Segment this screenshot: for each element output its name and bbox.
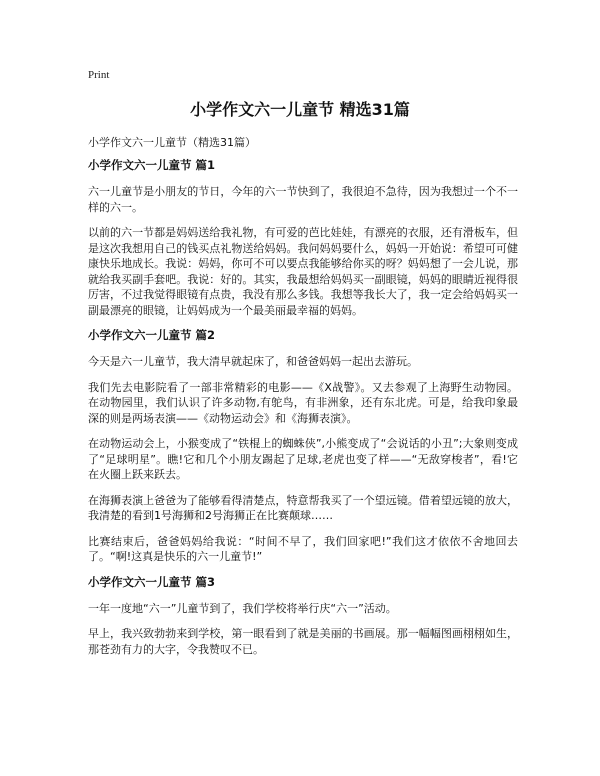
section-heading: 小学作文六一儿童节 篇3: [88, 574, 216, 589]
section-heading: 小学作文六一儿童节 篇2: [88, 328, 216, 342]
essay-section-2: [88, 328, 518, 565]
paragraph: 一年一度地“六一”儿童节到了，我们学校将举行庆“六一”活动。: [88, 601, 397, 615]
paragraph: 今天是六一儿童节，我大清早就起床了，和爸爸妈妈一起出去游玩。: [88, 355, 418, 368]
section-heading: 小学作文六一儿童节 篇1: [88, 158, 216, 172]
essay-section-1: [88, 158, 518, 318]
document-title: 小学作文六一儿童节 精选31篇: [190, 100, 410, 119]
print-label: Print: [88, 69, 110, 81]
paragraph: 我们先去电影院看了一部非常精彩的电影——《X战警》。又去参观了上海野生动物园。在动物园里，我们认识了许多动物,有鸵鸟，有非洲象，还有东北虎。可是，给我印象最深的则是两场表演——《动物运动会》和《海狮表演》。: [88, 380, 518, 425]
paragraph: 以前的六一节都是妈妈送给我礼物，有可爱的芭比娃娃，有漂亮的衣服，还有滑板车，但是这次我想用自己的钱买点礼物送给妈妈。我问妈妈要什么，妈妈一开始说：希望可可健康快乐地成长。我说：妈妈，你可不可以要点我能够给你买的呀？妈妈想了一会儿说，那就给我买副手套吧。我说：好的。其实，我最想给妈妈买一副眼镜，妈妈的眼睛近视得很厉害，不过我觉得眼镜有点贵，我没有那么多钱。我想等我长大了，我一定会给妈妈买一副最漂亮的眼镜，让妈妈成为一个最美丽最幸福的妈妈。: [88, 226, 518, 317]
paragraph: 六一儿童节是小朋友的节日，今年的六一节快到了，我很迫不急待，因为我想过一个不一样的六一。: [88, 185, 518, 214]
essay-section-3: [88, 575, 518, 658]
document-subtitle: 小学作文六一儿童节（精选31篇）: [88, 136, 256, 149]
article-body: [88, 158, 518, 667]
paragraph: 早上，我兴致勃勃来到学校，第一眼看到了就是美丽的书画展。那一幅幅图画栩栩如生，那苍劲有力的大字，令我赞叹不已。: [88, 627, 518, 656]
paragraph: 在海狮表演上爸爸为了能够看得清楚点，特意帮我买了一个望远镜。借着望远镜的放大，我清楚的看到1号海狮和2号海狮正在比赛颠球……: [88, 493, 518, 522]
paragraph: 在动物运动会上，小猴变成了“铁棍上的蜘蛛侠”,小熊变成了“会说话的小丑”;大象则变成了“足球明星”。瞧!它和几个小朋友踢起了足球,老虎也变了样——“无敌穿梭者”，看!它在火圈上跃来跃去。: [88, 437, 518, 481]
paragraph: 比赛结束后，爸爸妈妈给我说：“时间不早了，我们回家吧!”我们这才依依不舍地回去了。“啊!这真是快乐的六一儿童节!”: [88, 534, 518, 563]
